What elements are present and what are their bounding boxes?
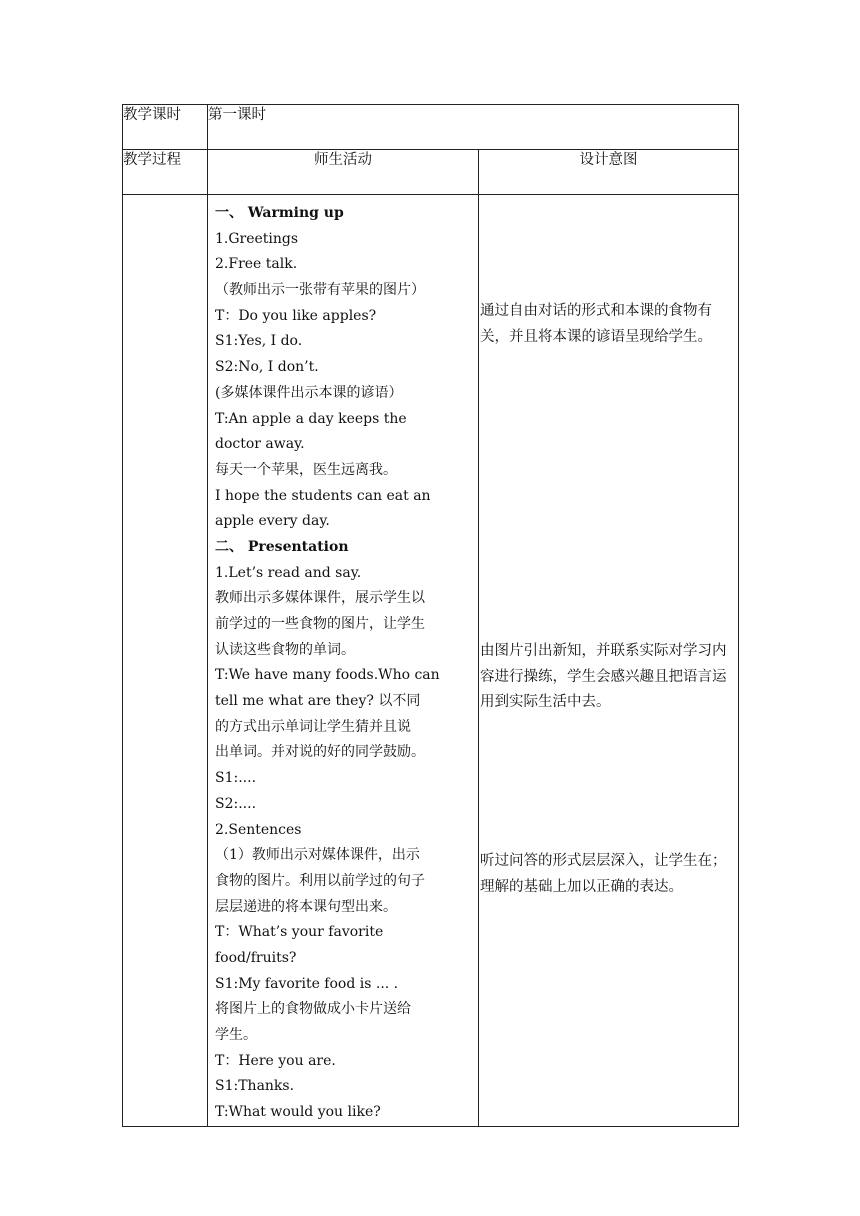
activity-line: T:We have many foods.Who can: [215, 667, 440, 684]
activity-line: T：What’s your favorite: [215, 924, 384, 941]
activity-line: 出单词。并对说的好的同学鼓励。: [215, 744, 425, 761]
activity-line: (多媒体课件出示本课的谚语）: [215, 384, 403, 401]
lesson-plan-table: [122, 104, 739, 1127]
intent-list: [479, 195, 738, 1107]
section-heading: 二、 Presentation: [215, 538, 349, 555]
content-row: [123, 195, 739, 1127]
activity-line: S2:No, I don’t.: [215, 359, 319, 376]
intent-note: 由图片引出新知，并联系实际对学习内容进行操练，学生会感兴趣且把语言运用到实际生活中去。: [480, 643, 727, 711]
class-period-value: 第一课时: [208, 105, 739, 150]
activity-line: （教师出示一张带有苹果的图片）: [215, 282, 425, 299]
activity-line: 1.Greetings: [215, 230, 299, 247]
activity-line: food/fruits?: [215, 949, 297, 966]
activity-line: 每天一个苹果，医生远离我。: [215, 461, 397, 478]
activities-list: [208, 195, 478, 1126]
activity-line: 的方式出示单词让学生猜并且说: [215, 718, 411, 735]
activity-line: 学生。: [215, 1027, 257, 1043]
activity-line: I hope the students can eat an: [215, 487, 431, 504]
intent-note: 听过问答的形式层层深入，让学生在；理解的基础上加以正确的表达。: [480, 853, 727, 895]
activity-line: 教师出示多媒体课件，展示学生以: [215, 590, 425, 607]
activity-line: tell me what are they? 以不同: [215, 693, 421, 710]
design-intent-header: 设计意图: [479, 150, 739, 195]
intent-note: 通过自由对话的形式和本课的食物有关，并且将本课的谚语呈现给学生。: [480, 303, 712, 345]
empty-cell: [123, 195, 208, 1127]
section-heading: 一、 Warming up: [215, 205, 344, 221]
activity-line: 层层递进的将本课句型出来。: [215, 898, 397, 915]
class-period-row: [123, 105, 739, 150]
teaching-process-label: 教学过程: [123, 150, 208, 195]
activity-line: 前学过的一些食物的图片，让学生: [215, 616, 425, 632]
activity-line: S1:My favorite food is ... .: [215, 975, 399, 992]
activities-cell: [208, 195, 479, 1127]
activities-header: 师生活动: [208, 150, 479, 195]
activity-line: T:An apple a day keeps the: [215, 410, 407, 427]
activity-line: 食物的图片。利用以前学过的句子: [215, 872, 425, 889]
activity-line: （1）教师出示对媒体课件，出示: [215, 847, 420, 864]
activity-line: doctor away.: [215, 436, 305, 453]
activity-line: 1.Let’s read and say.: [215, 564, 362, 581]
class-period-label: 教学课时: [123, 105, 208, 150]
activity-line: T：Here you are.: [215, 1052, 336, 1069]
activity-line: T：Do you like apples?: [215, 307, 377, 324]
activity-line: 将图片上的食物做成小卡片送给: [215, 1001, 411, 1018]
intent-cell: [479, 195, 739, 1127]
activity-line: S1:Thanks.: [215, 1078, 295, 1095]
header-row: [123, 150, 739, 195]
activity-line: 2.Sentences: [215, 821, 302, 838]
activity-line: T:What would you like?: [215, 1104, 381, 1121]
activity-line: S2:....: [215, 795, 257, 812]
activity-line: 认读这些食物的单词。: [215, 641, 355, 658]
activity-line: S1:Yes, I do.: [215, 333, 303, 350]
activity-line: apple every day.: [215, 513, 330, 530]
activity-line: 2.Free talk.: [215, 256, 298, 273]
activity-line: S1:....: [215, 770, 257, 787]
